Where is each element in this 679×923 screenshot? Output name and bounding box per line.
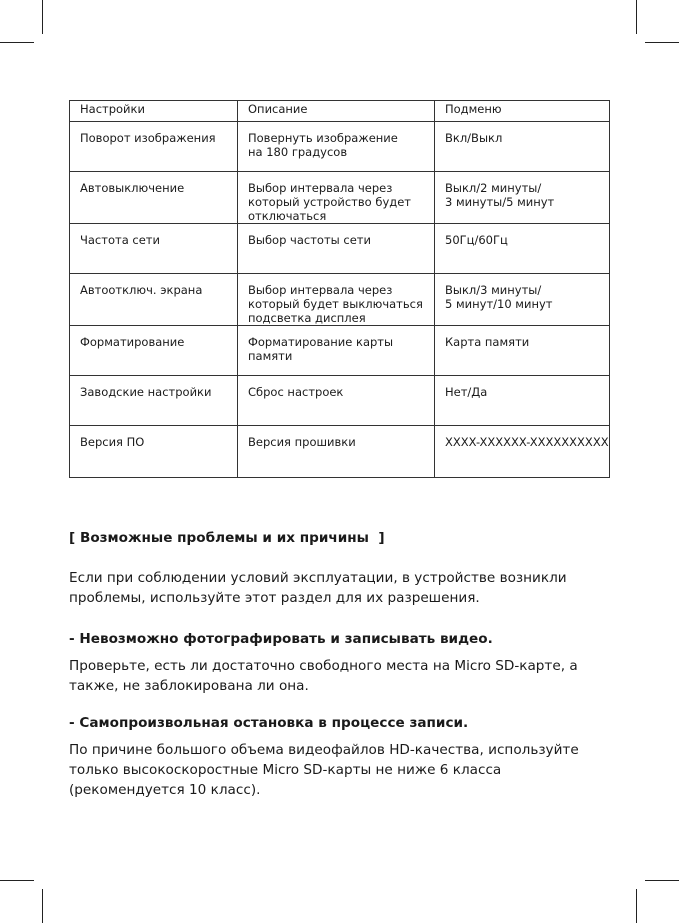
table-row: [70, 122, 610, 172]
cell-description: Сброс настроек: [238, 376, 435, 426]
cell-submenu: Выкл/2 минуты/ 3 минуты/5 минут: [435, 172, 610, 224]
cell-description: Повернуть изображение на 180 градусов: [238, 122, 435, 172]
troubleshooting-intro: Если при соблюдении условий эксплуатации, в устройстве возникли проблемы, используйте этот раздел для их разрешения.: [69, 570, 567, 606]
cell-submenu: Вкл/Выкл: [435, 122, 610, 172]
table-header-row: [70, 101, 610, 122]
cell-setting: Частота сети: [70, 224, 238, 274]
troubleshooting-heading: [69, 528, 614, 548]
cell-submenu: Нет/Да: [435, 376, 610, 426]
crop-mark-top-left-v: [42, 0, 43, 34]
cell-setting: Поворот изображения: [70, 122, 238, 172]
cell-description: Форматирование карты памяти: [238, 326, 435, 376]
header-settings: Настройки: [70, 101, 238, 122]
table-row: [70, 224, 610, 274]
heading-bracket-close: ]: [368, 530, 385, 546]
cell-description: Выбор интервала через который будет выключаться подсветка дисплея: [238, 274, 435, 326]
cell-description: Выбор интервала через который устройство будет отключаться: [238, 172, 435, 224]
problem-title: - Невозможно фотографировать и записывать видео.: [69, 631, 493, 647]
crop-mark-bottom-right-h: [645, 880, 679, 881]
table-row: [70, 172, 610, 224]
cell-setting: Автовыключение: [70, 172, 238, 224]
header-description: Описание: [238, 101, 435, 122]
header-submenu: Подменю: [435, 101, 610, 122]
problem-text: Проверьте, есть ли достаточно свободного места на Micro SD-карте, а также, не заблокирована ли она.: [69, 658, 578, 694]
problem-title: - Самопроизвольная остановка в процессе записи.: [69, 715, 469, 731]
table-row: [70, 426, 610, 478]
cell-setting: Версия ПО: [70, 426, 238, 478]
cell-submenu: Карта памяти: [435, 326, 610, 376]
crop-mark-bottom-right-v: [636, 889, 637, 923]
settings-table: [69, 100, 610, 478]
crop-mark-top-left-h: [0, 42, 34, 43]
table-row: [70, 274, 610, 326]
cell-setting: Заводские настройки: [70, 376, 238, 426]
cell-setting: Форматирование: [70, 326, 238, 376]
cell-description: Выбор частоты сети: [238, 224, 435, 274]
crop-mark-bottom-left-h: [0, 880, 34, 881]
crop-mark-top-right-h: [645, 42, 679, 43]
crop-mark-top-right-v: [636, 0, 637, 34]
cell-submenu: XXXX-XXXXXX-XXXXXXXXXX: [435, 426, 610, 478]
heading-bracket-open: [: [69, 530, 80, 546]
cell-description: Версия прошивки: [238, 426, 435, 478]
table-row: [70, 326, 610, 376]
cell-submenu: 50Гц/60Гц: [435, 224, 610, 274]
cell-setting: Автоотключ. экрана: [70, 274, 238, 326]
cell-submenu: Выкл/3 минуты/ 5 минут/10 минут: [435, 274, 610, 326]
table-row: [70, 376, 610, 426]
problem-text: По причине большого объема видеофайлов HD-качества, используйте только высокоскоростные Micro SD-карты не ниже 6 класса (рекомендуется 10 класс).: [69, 742, 579, 798]
crop-mark-bottom-left-v: [42, 889, 43, 923]
heading-text: Возможные проблемы и их причины: [79, 530, 369, 546]
